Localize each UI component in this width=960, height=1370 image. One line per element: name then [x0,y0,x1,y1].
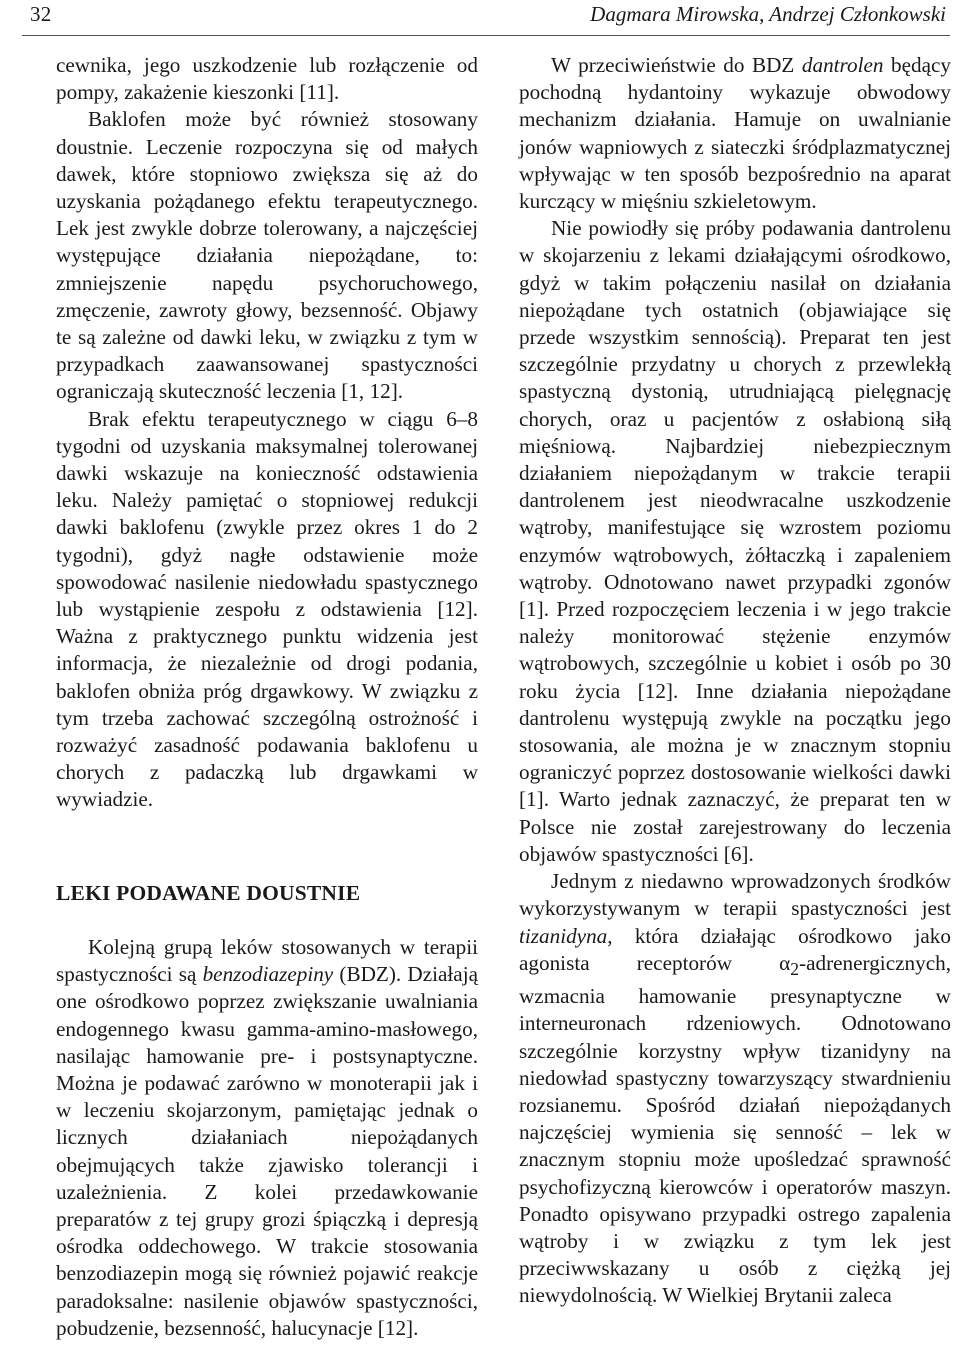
header-divider [22,35,950,36]
term-dantrolen: dantrolen [801,53,884,77]
right-paragraph-1-pre: W przeciwieństwie do BDZ [551,53,802,77]
term-benzodiazepiny: benzodiazepiny [202,962,334,987]
left-paragraph-3-pre: Kolejną grupą leków stosowanych w terapii spastyczności są [56,934,478,987]
right-paragraph-3-pre: Jednym z niedawno wprowadzonych środków wykorzystywanym w terapii spastyczności jest [519,869,951,921]
left-paragraph-2: Brak efektu terapeutycznego w ciągu 6–8 tygodni od uzyskania maksymalnej tolerowanej dawki wskazuje na konieczność odstawienia leku. Należy pamiętać o stopniowej redukcji dawki baklofenu (zwykle przez okres 1 do 2 tygodni), gdyż nagłe odstawienie może spowodować nasilenie niedowładu spastycznego lub wystąpienie zespołu z odstawienia [12]. Ważna z praktycznego punktu widzenia jest informacja, że niezależnie od drogi podania, baklofen obniża próg drgawkowy. W związku z tym trzeba zachować szczególną ostrożność i rozważyć zasadność podawania baklofenu u chorych z padaczką lub drgawkami w wywiadzie. [56,406,478,812]
left-paragraph-3-post: (BDZ). Działają one ośrodkowo poprzez zwiększanie uwalniania endogennego kwasu gamma-amino-masłowego, nasilając hamowanie pre- i postsynaptyczne. Można je podawać zarówno w monoterapii jak i w leczeniu skojarzonym, pamiętając jednak o licznych działaniach niepożądanych obejmujących także zjawisko tolerancji i uzależnienia. Z kolei przedawkowanie preparatów z tej grupy grozi śpiączką i depresją ośrodka oddechowego. W trakcie stosowania benzodiazepin mogą się również pojawić reakcje paradoksalne: nasilenie objawów spastyczności, pobudzenie, bezsenność, halucynacje [12]. [56,962,478,1340]
left-paragraph-1a: cewnika, jego uszkodzenie lub rozłączenie od pompy, zakażenie kieszonki [11]. [56,53,478,105]
term-tizanidyna: tizanidyna [519,923,608,948]
left-paragraph-3 [56,934,478,1342]
right-paragraph-3-post: -adrenergicznych, wzmacnia hamowanie presynaptyczne w interneuronach rdzeniowych. Odnotowano szczególnie korzystny wpływ tizanidyny na niedowład spastyczny towarzyszący stwardnieniu rozsianemu. Spośród działań niepożądanych najczęściej wymienia się senność – lek w znacznym stopniu może upośledzać sprawność psychofizyczną kierowców i operatorów maszyn. Ponadto opisywano przypadki ostrego zapalenia wątroby i w związku z tym lek jest przeciwwskazany u osób z ciężką jej niewydolnością. W Wielkiej Brytanii zaleca [519,950,951,1308]
page-number: 32 [30,2,52,26]
right-paragraph-1-post: będący pochodną hydantoiny wykazuje obwodowy mechanizm działania. Hamuje on uwalnianie jonów wapniowych z siateczki śródplazmatycznej wpływając w ten sposób bezpośrednio na aparat kurczący w mięśniu szkieletowym. [519,53,951,214]
right-paragraph-2: Nie powiodły się próby podawania dantrolenu w skojarzeniu z lekami działającymi ośrodkowo, gdyż w takim połączeniu nasilał on działania niepożądane tych ostatnich (objawiające się przede wszystkim sennością). Preparat ten jest szczególnie przydatny u chorych z przewlekłą spastyczną dystonią, utrudniającą pielęgnację chorych, oraz u pacjentów z osłabioną siłą mięśniową. Najbardziej niebezpiecznym działaniem niepożądanym w trakcie terapii dantrolenem jest nieodwracalne uszkodzenie wątroby, manifestujące się wzrostem poziomu enzymów wątrobowych, żółtaczką i zapaleniem wątroby. Odnotowano nawet przypadki zgonów [1]. Przed rozpoczęciem leczenia i w jego trakcie należy monitorować stężenie enzymów wątrobowych, szczególnie u kobiet i osób po 30 roku życia [12]. Inne działania niepożądane dantrolenu występują zwykle na początku jego stosowania, ale można je w znacznym stopniu ograniczyć poprzez dostosowanie wielkości dawki [1]. Warto jednak zaznaczyć, że preparat ten w Polsce nie został zarejestrowany do leczenia objawów spastyczności [6]. [519,216,951,866]
right-paragraph-1 [519,52,951,215]
alpha-subscript: 2 [790,958,800,979]
right-paragraph-3-mid: , która działając ośrodkowo jako agonista receptorów α [519,923,951,975]
left-column [56,52,478,1342]
right-column [519,52,951,1310]
right-paragraph-3 [519,868,951,1309]
left-paragraph-1b: Baklofen może być również stosowany doustnie. Leczenie rozpoczyna się od małych dawek, które stopniowo zwiększa się aż do uzyskania pożądanego efektu terapeutycznego. Lek jest zwykle dobrze tolerowany, a najczęściej występujące działania niepożądane, to: zmniejszenie napędu psychoruchowego, zmęczenie, zawroty głowy, bezsenność. Objawy te są zależne od dawki leku, w związku z tym w przypadkach zaawansowanej spastyczności ograniczają skuteczność leczenia [1, 12]. [56,107,478,404]
section-heading: LEKI PODAWANE DOUSTNIE [56,880,361,905]
running-header-authors: Dagmara Mirowska, Andrzej Członkowski [590,2,946,26]
